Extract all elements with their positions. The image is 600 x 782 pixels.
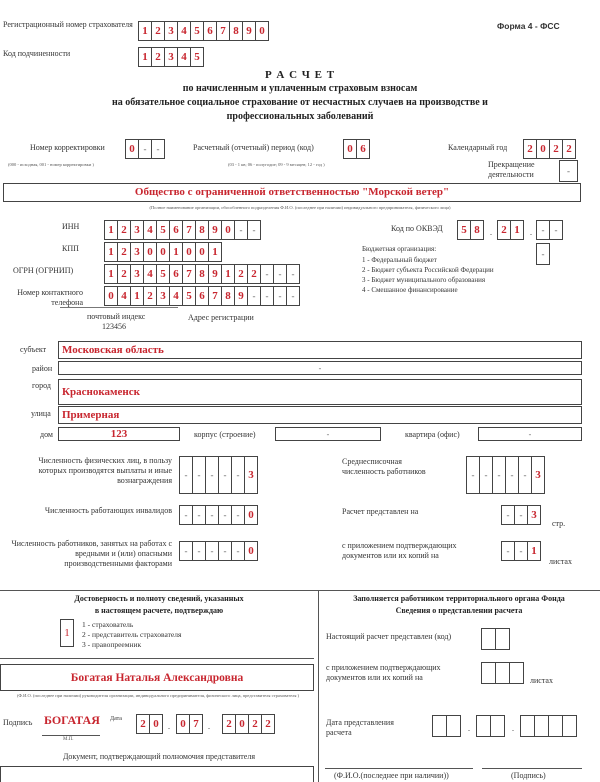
digit-cell[interactable]: 2 [136, 714, 150, 734]
digit-cell[interactable]: 0 [244, 505, 258, 525]
digit-cell[interactable]: - [505, 456, 519, 494]
digit-cell[interactable]: - [273, 264, 287, 284]
house-label: дом [40, 430, 53, 439]
digit-cell[interactable]: 4 [169, 286, 183, 306]
digit-cell[interactable] [509, 662, 524, 684]
termination-field[interactable]: - [559, 160, 578, 182]
digit-cell[interactable]: 2 [234, 264, 248, 284]
digit-cell[interactable]: 0 [195, 242, 209, 262]
digit-cell[interactable]: 6 [195, 286, 209, 306]
digit-cell[interactable]: 0 [536, 139, 550, 159]
signature-label: Подпись [3, 718, 33, 727]
date-label: Дата [110, 716, 122, 722]
digit-cell[interactable]: - [151, 139, 165, 159]
digit-cell[interactable]: 1 [510, 220, 524, 240]
phone-cells[interactable] [104, 286, 300, 306]
digit-cell[interactable]: - [247, 286, 261, 306]
fund-attachments-cells[interactable] [481, 662, 524, 684]
stamp-label: М.П. [63, 737, 74, 742]
digit-cell[interactable]: - [247, 220, 261, 240]
budget-label: Бюджетная организация: [362, 245, 437, 253]
digit-cell[interactable]: 5 [182, 286, 196, 306]
digit-cell[interactable]: 3 [156, 286, 170, 306]
digit-cell[interactable]: 9 [234, 286, 248, 306]
year-cells[interactable] [523, 139, 576, 159]
digit-cell[interactable]: 9 [208, 220, 222, 240]
date-year-cells[interactable] [222, 714, 275, 734]
digit-cell[interactable]: 5 [156, 220, 170, 240]
digit-cell[interactable]: - [260, 286, 274, 306]
digit-cell[interactable]: 3 [164, 47, 178, 67]
digit-cell[interactable]: 2 [117, 264, 131, 284]
digit-cell[interactable]: 0 [125, 139, 139, 159]
fund-title-line1: Заполняется работником территориального органа Фонда [353, 594, 565, 603]
subordination-code-cells[interactable] [138, 47, 204, 67]
avg-label: Среднесписочная численность работников [342, 457, 426, 476]
digit-cell[interactable]: - [231, 456, 245, 494]
digit-cell[interactable] [520, 715, 535, 737]
digit-cell[interactable]: 2 [117, 242, 131, 262]
digit-cell[interactable]: 8 [229, 21, 243, 41]
digit-cell[interactable] [548, 715, 563, 737]
ogrn-cells[interactable] [104, 264, 300, 284]
digit-cell[interactable]: 4 [177, 47, 191, 67]
digit-cell[interactable]: - [260, 264, 274, 284]
phone-label: Номер контактного телефона [17, 288, 83, 307]
digit-cell[interactable] [481, 662, 496, 684]
digit-cell[interactable]: - [536, 220, 550, 240]
digit-cell[interactable] [562, 715, 577, 737]
building-label: корпус (строение) [194, 430, 256, 439]
digit-cell[interactable]: 2 [117, 220, 131, 240]
digit-cell[interactable] [446, 715, 461, 737]
digit-cell[interactable]: - [231, 541, 245, 561]
digit-cell[interactable]: 3 [130, 242, 144, 262]
digit-cell[interactable]: 6 [169, 264, 183, 284]
org-name-field[interactable]: Общество с ограниченной ответственностью "Морской ветер" [3, 183, 581, 202]
digit-cell[interactable]: 3 [531, 456, 545, 494]
confirm-title-line1: Достоверность и полноту сведений, указанных [74, 594, 244, 603]
digit-cell[interactable]: 0 [343, 139, 357, 159]
digit-cell[interactable]: 0 [221, 220, 235, 240]
digit-cell[interactable]: 0 [176, 714, 190, 734]
digit-cell[interactable]: 8 [195, 220, 209, 240]
digit-cell[interactable]: 1 [138, 47, 152, 67]
digit-cell[interactable]: 7 [189, 714, 203, 734]
digit-cell[interactable]: 1 [130, 286, 144, 306]
digit-cell[interactable] [490, 715, 505, 737]
digit-cell[interactable]: 1 [104, 220, 118, 240]
digit-cell[interactable]: - [466, 456, 480, 494]
digit-cell[interactable]: 1 [138, 21, 152, 41]
digit-cell[interactable]: - [192, 456, 206, 494]
digit-cell[interactable]: 3 [130, 220, 144, 240]
digit-cell[interactable]: 5 [156, 264, 170, 284]
digit-cell[interactable]: 1 [221, 264, 235, 284]
digit-cell[interactable]: 8 [470, 220, 484, 240]
confirm-options [82, 620, 181, 650]
street-label: улица [31, 409, 51, 418]
digit-cell[interactable]: 8 [195, 264, 209, 284]
digit-cell[interactable]: - [218, 505, 232, 525]
individuals-label: Численность физических лиц, в пользу которых производятся выплаты и иные вознаграждения [38, 456, 172, 485]
kpp-label: КПП [62, 244, 79, 253]
digit-cell[interactable]: - [549, 220, 563, 240]
reg-address-label: Адрес регистрации [188, 313, 254, 322]
digit-cell[interactable]: - [218, 456, 232, 494]
digit-cell[interactable]: 6 [203, 21, 217, 41]
digit-cell[interactable]: 2 [261, 714, 275, 734]
correction-label: Номер корректировки [30, 143, 105, 152]
subject-label: субъект [20, 345, 47, 354]
fund-attachments-unit: листах [530, 676, 553, 685]
digit-cell[interactable]: 3 [244, 456, 258, 494]
digit-cell[interactable]: 7 [216, 21, 230, 41]
person-hint: (Ф.И.О. (последнее при наличии) руководителя организации, индивидуального предпринимателя, физического лица, представителя страхователя ) [16, 693, 300, 698]
digit-cell[interactable]: 0 [104, 286, 118, 306]
digit-cell[interactable]: 4 [177, 21, 191, 41]
digit-cell[interactable]: - [514, 541, 528, 561]
digit-cell[interactable]: 5 [190, 47, 204, 67]
fund-title [318, 593, 600, 617]
inn-cells[interactable] [104, 220, 261, 240]
confirm-title-line2: в настоящем расчете, подтверждаю [94, 606, 224, 615]
confirm-option-3: 3 - правопреемник [82, 640, 142, 649]
subordination-code-label: Код подчиненности [3, 49, 71, 58]
digit-cell[interactable] [495, 662, 510, 684]
org-name-hint: (Полное наименование организации, обособленного подразделения Ф.И.О. (последнее при наличии) индивидуального предпринимателя, физического лица) [149, 205, 451, 210]
digit-cell[interactable]: - [218, 541, 232, 561]
digit-cell[interactable] [495, 628, 510, 650]
digit-cell[interactable]: 6 [169, 220, 183, 240]
digit-cell[interactable]: - [492, 456, 506, 494]
avg-cells[interactable] [466, 456, 545, 494]
disabled-label: Численность работающих инвалидов [44, 506, 172, 515]
digit-cell[interactable] [481, 628, 496, 650]
digit-cell[interactable]: 2 [523, 139, 537, 159]
digit-cell[interactable]: 3 [164, 21, 178, 41]
digit-cell[interactable]: - [205, 541, 219, 561]
digit-cell[interactable]: - [479, 456, 493, 494]
correction-cells[interactable] [125, 139, 165, 159]
digit-cell[interactable]: 1 [208, 242, 222, 262]
pages-unit: стр. [552, 519, 566, 528]
date-day-cells[interactable] [136, 714, 163, 734]
district-label: район [32, 364, 53, 373]
apartment-field[interactable]: - [478, 427, 582, 441]
digit-cell[interactable]: - [231, 505, 245, 525]
subject-field[interactable]: Московская область [58, 341, 582, 359]
digit-cell[interactable]: 9 [208, 264, 222, 284]
digit-cell[interactable]: - [192, 541, 206, 561]
digit-cell[interactable]: - [501, 505, 515, 525]
budget-option-4: 4 - Смешанное финансирование [362, 286, 458, 294]
signature-value[interactable]: БОГАТАЯ [44, 713, 100, 727]
ogrn-label: ОГРН (ОГРНИП) [13, 266, 74, 275]
budget-option-1: 1 - Федеральный бюджет [362, 256, 437, 264]
reg-number-label: Регистрационный номер страхователя [3, 20, 133, 29]
digit-cell[interactable]: 0 [143, 242, 157, 262]
building-field[interactable]: - [275, 427, 381, 441]
attachments-label: с приложением подтверждающих документов или их копий на [342, 541, 457, 560]
digit-cell[interactable]: 1 [527, 541, 541, 561]
period-hint: (03 - 1 кв; 06 - полугодие; 09 - 9 месяцев; 12 - год ) [228, 162, 325, 167]
okved-cells-1[interactable] [457, 220, 484, 240]
digit-cell[interactable]: - [514, 505, 528, 525]
digit-cell[interactable]: 7 [208, 286, 222, 306]
attachments-unit: листах [549, 557, 572, 566]
digit-cell[interactable]: 4 [117, 286, 131, 306]
pages-cells[interactable] [501, 505, 541, 525]
digit-cell[interactable]: - [179, 505, 193, 525]
fund-code-cells[interactable] [481, 628, 510, 650]
fund-fio-label: (Ф.И.О.(последнее при наличии)) [334, 771, 449, 780]
fund-title-line2: Сведения о представлении расчета [395, 606, 523, 615]
postal-value: 123456 [102, 322, 126, 331]
digit-cell[interactable]: 5 [190, 21, 204, 41]
okved-label: Код по ОКВЭД [391, 224, 443, 233]
date-month-cells[interactable] [176, 714, 203, 734]
digit-cell[interactable]: 1 [104, 242, 118, 262]
doc-field[interactable] [0, 766, 314, 782]
street-field[interactable]: Примерная [58, 406, 582, 424]
confirm-value-field[interactable]: 1 [60, 619, 74, 647]
confirm-option-2: 2 - представитель страхователя [82, 630, 182, 639]
termination-label: Прекращение деятельности [488, 160, 535, 179]
fund-date-day-cells[interactable] [432, 715, 461, 737]
inn-label: ИНН [62, 222, 80, 231]
title-line1: по начисленным и уплаченным страховым взносам [182, 83, 418, 94]
period-cells[interactable] [343, 139, 370, 159]
document-title [0, 69, 600, 122]
fund-code-label: Настоящий расчет представлен (код) [326, 632, 452, 641]
digit-cell[interactable]: 1 [104, 264, 118, 284]
fund-date-year-cells[interactable] [520, 715, 577, 737]
digit-cell[interactable]: - [192, 505, 206, 525]
fund-date-month-cells[interactable] [476, 715, 505, 737]
budget-options [362, 255, 494, 295]
person-name-field[interactable]: Богатая Наталья Александровна [0, 664, 314, 691]
digit-cell[interactable] [476, 715, 491, 737]
digit-cell[interactable]: 2 [549, 139, 563, 159]
city-label: город [32, 381, 51, 390]
digit-cell[interactable]: 2 [151, 21, 165, 41]
title-main: Р А С Ч Е Т [264, 69, 336, 81]
digit-cell[interactable]: 9 [242, 21, 256, 41]
digit-cell[interactable] [432, 715, 447, 737]
digit-cell[interactable]: 2 [562, 139, 576, 159]
digit-cell[interactable]: - [205, 505, 219, 525]
budget-option-2: 2 - Бюджет субъекта Российской Федерации [362, 266, 494, 274]
disabled-cells[interactable] [179, 505, 258, 525]
digit-cell[interactable]: 0 [244, 541, 258, 561]
okved-cells-3[interactable] [536, 220, 563, 240]
digit-cell[interactable]: 0 [149, 714, 163, 734]
title-line3: профессиональных заболеваний [226, 111, 374, 122]
digit-cell[interactable]: - [205, 456, 219, 494]
year-label: Календарный год [448, 143, 508, 152]
digit-cell[interactable]: 7 [182, 220, 196, 240]
postal-label: почтовый индекс [87, 312, 146, 321]
digit-cell[interactable]: 0 [182, 242, 196, 262]
doc-label: Документ, подтверждающий полномочия представителя [62, 752, 256, 761]
digit-cell[interactable]: - [273, 286, 287, 306]
digit-cell[interactable]: 3 [527, 505, 541, 525]
digit-cell[interactable]: 4 [143, 220, 157, 240]
digit-cell[interactable]: 2 [248, 714, 262, 734]
digit-cell[interactable]: - [518, 456, 532, 494]
okved-cells-2[interactable] [497, 220, 524, 240]
digit-cell[interactable]: - [234, 220, 248, 240]
digit-cell[interactable]: 1 [169, 242, 183, 262]
digit-cell[interactable]: 4 [143, 264, 157, 284]
district-field[interactable]: - [58, 361, 582, 375]
digit-cell[interactable]: - [501, 541, 515, 561]
digit-cell[interactable] [534, 715, 549, 737]
attachments-cells[interactable] [501, 541, 541, 561]
digit-cell[interactable]: 3 [130, 264, 144, 284]
apartment-label: квартира (офис) [405, 430, 460, 439]
form-name: Форма 4 - ФСС [497, 21, 560, 31]
budget-option-3: 3 - Бюджет муниципального образования [362, 276, 486, 284]
digit-cell[interactable]: 7 [182, 264, 196, 284]
fund-sign-label: (Подпись) [511, 771, 546, 780]
hazardous-label: Численность работников, занятых на работах с вредными и (или) опасными производственными факторами [11, 539, 172, 568]
digit-cell[interactable]: 8 [221, 286, 235, 306]
digit-cell[interactable]: 2 [222, 714, 236, 734]
digit-cell[interactable]: - [286, 264, 300, 284]
fund-attachments-label: с приложением подтверждающих документов или их копий на [326, 663, 441, 682]
digit-cell[interactable]: 2 [151, 47, 165, 67]
title-line2: на обязательное социальное страхование от несчастных случаев на производстве и [112, 97, 488, 108]
digit-cell[interactable]: - [138, 139, 152, 159]
digit-cell[interactable]: - [179, 456, 193, 494]
digit-cell[interactable]: 0 [235, 714, 249, 734]
digit-cell[interactable]: 2 [497, 220, 511, 240]
correction-hint: (000 - исходная, 001 - номер корректировки ) [8, 162, 94, 167]
reg-number-cells[interactable] [138, 21, 269, 41]
pages-label: Расчет представлен на [342, 507, 419, 516]
digit-cell[interactable]: 5 [457, 220, 471, 240]
digit-cell[interactable]: - [286, 286, 300, 306]
confirm-title [0, 593, 318, 617]
digit-cell[interactable]: 2 [247, 264, 261, 284]
digit-cell[interactable]: 0 [156, 242, 170, 262]
digit-cell[interactable]: 0 [255, 21, 269, 41]
period-label: Расчетный (отчетный) период (код) [193, 143, 314, 152]
digit-cell[interactable]: 6 [356, 139, 370, 159]
confirm-option-1: 1 - страхователь [82, 620, 134, 629]
kpp-cells[interactable] [104, 242, 222, 262]
fund-date-label: Дата представления расчета [326, 718, 394, 737]
digit-cell[interactable]: - [179, 541, 193, 561]
hazardous-cells[interactable] [179, 541, 258, 561]
digit-cell[interactable]: 2 [143, 286, 157, 306]
city-field[interactable]: Краснокаменск [58, 379, 582, 405]
budget-field[interactable]: - [536, 243, 550, 265]
house-field[interactable]: 123 [58, 427, 180, 441]
individuals-cells[interactable] [179, 456, 258, 494]
